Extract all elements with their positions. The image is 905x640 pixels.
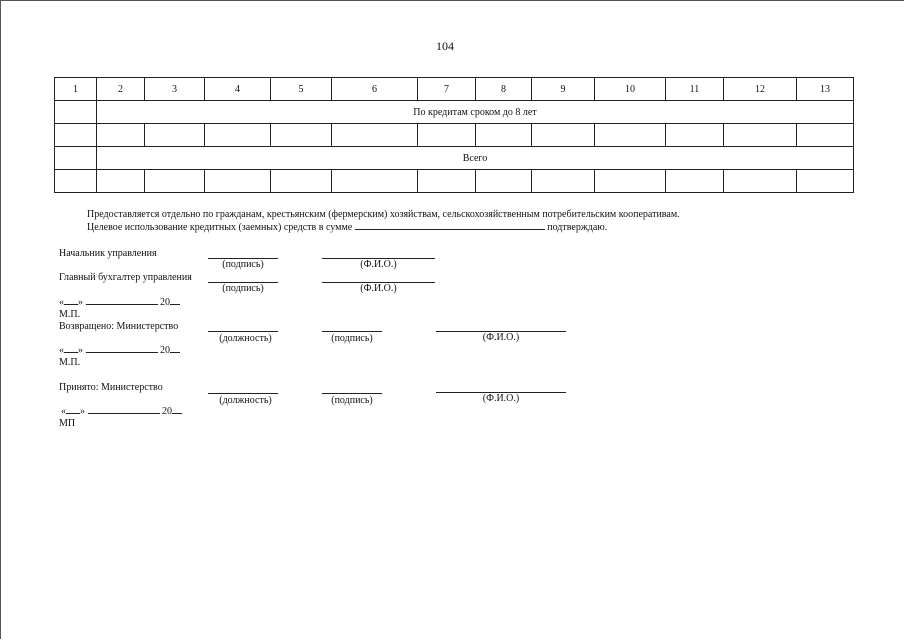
column-header: 5	[271, 78, 332, 101]
table-cell[interactable]	[97, 124, 145, 147]
month-blank[interactable]	[86, 352, 158, 353]
column-header: 10	[595, 78, 666, 101]
year-prefix: 20	[160, 297, 170, 308]
accepted-fio-caption: (Ф.И.О.)	[482, 393, 520, 404]
month-blank[interactable]	[86, 304, 158, 305]
year-blank[interactable]	[170, 304, 180, 305]
accountant-fio-caption: (Ф.И.О.)	[360, 283, 397, 294]
column-header: 9	[532, 78, 595, 101]
date-open-quote: «	[59, 345, 64, 356]
table-cell[interactable]	[797, 124, 854, 147]
accepted-label: Принято: Министерство	[59, 382, 163, 393]
table-cell[interactable]	[418, 170, 476, 193]
accepted-position-caption: (должность)	[219, 395, 272, 406]
returned-label: Возвращено: Министерство	[59, 321, 179, 332]
column-header: 7	[418, 78, 476, 101]
table-cell[interactable]	[418, 124, 476, 147]
date-open-quote: «	[59, 297, 64, 308]
table-cell[interactable]	[595, 170, 666, 193]
table-cell[interactable]	[55, 170, 97, 193]
credit-table	[54, 77, 854, 193]
table-cell[interactable]	[271, 124, 332, 147]
column-header: 11	[666, 78, 724, 101]
stamp-label-1: М.П.	[59, 309, 81, 320]
table-cell[interactable]	[595, 124, 666, 147]
column-header: 4	[205, 78, 271, 101]
section-row-short-credits	[55, 101, 854, 124]
column-header: 13	[797, 78, 854, 101]
year-blank[interactable]	[170, 352, 180, 353]
accountant-signature-caption: (подпись)	[222, 283, 264, 294]
table-header-row	[55, 78, 854, 101]
table-cell[interactable]	[55, 124, 97, 147]
table-cell[interactable]	[332, 170, 418, 193]
table-row	[55, 170, 854, 193]
page-number: 104	[436, 39, 454, 53]
section-row-total	[55, 147, 854, 170]
head-label: Начальник управления	[59, 248, 157, 259]
table-cell	[55, 147, 97, 170]
note-target-use-suffix: подтверждаю.	[547, 222, 608, 233]
returned-position-line[interactable]	[208, 331, 278, 332]
date-open-quote: «	[61, 406, 66, 417]
column-header: 8	[476, 78, 532, 101]
day-blank[interactable]	[64, 304, 78, 305]
returned-fio-caption: (Ф.И.О.)	[482, 332, 520, 343]
month-blank[interactable]	[88, 413, 160, 414]
amount-blank[interactable]	[355, 229, 545, 230]
table-cell[interactable]	[476, 170, 532, 193]
date-close-quote: »	[78, 297, 83, 308]
year-prefix: 20	[162, 406, 172, 417]
column-header: 1	[55, 78, 97, 101]
day-blank[interactable]	[66, 413, 80, 414]
column-header: 12	[724, 78, 797, 101]
stamp-label-3: МП	[59, 418, 76, 429]
section-title-short-credits: По кредитам сроком до 8 лет	[97, 101, 854, 124]
column-header: 3	[145, 78, 205, 101]
table-cell[interactable]	[205, 124, 271, 147]
date-line-1	[59, 297, 180, 308]
date-line-3	[61, 406, 182, 417]
table-cell[interactable]	[666, 170, 724, 193]
table-cell[interactable]	[332, 124, 418, 147]
table-cell[interactable]	[532, 170, 595, 193]
accepted-signature-caption: (подпись)	[331, 395, 373, 406]
table-cell[interactable]	[145, 124, 205, 147]
day-blank[interactable]	[64, 352, 78, 353]
note-provision: Предоставляется отдельно по гражданам, крестьянским (фермерским) хозяйствам, сельскохозяйственным потребительским кооперативам.	[87, 209, 680, 220]
table-cell[interactable]	[666, 124, 724, 147]
table-row	[55, 124, 854, 147]
table-cell[interactable]	[97, 170, 145, 193]
table-cell[interactable]	[271, 170, 332, 193]
table-cell	[55, 101, 97, 124]
head-fio-caption: (Ф.И.О.)	[360, 259, 397, 270]
table-cell[interactable]	[797, 170, 854, 193]
returned-signature-caption: (подпись)	[331, 333, 373, 344]
accepted-signature-line[interactable]	[322, 393, 382, 394]
date-close-quote: »	[78, 345, 83, 356]
date-line-2	[59, 345, 180, 356]
table-cell[interactable]	[532, 124, 595, 147]
year-blank[interactable]	[172, 413, 182, 414]
table-cell[interactable]	[205, 170, 271, 193]
table-cell[interactable]	[724, 170, 797, 193]
head-signature-caption: (подпись)	[222, 259, 264, 270]
returned-position-caption: (должность)	[219, 333, 272, 344]
stamp-label-2: М.П.	[59, 357, 81, 368]
table-cell[interactable]	[145, 170, 205, 193]
accountant-label: Главный бухгалтер управления	[59, 272, 192, 283]
column-header: 2	[97, 78, 145, 101]
note-target-use-prefix: Целевое использование кредитных (заемных) средств в сумме	[87, 222, 353, 233]
year-prefix: 20	[160, 345, 170, 356]
returned-signature-line[interactable]	[322, 331, 382, 332]
section-title-total: Всего	[97, 147, 854, 170]
accepted-position-line[interactable]	[208, 393, 278, 394]
date-close-quote: »	[80, 406, 85, 417]
column-header: 6	[332, 78, 418, 101]
table-cell[interactable]	[476, 124, 532, 147]
note-target-use	[87, 222, 607, 233]
table-cell[interactable]	[724, 124, 797, 147]
